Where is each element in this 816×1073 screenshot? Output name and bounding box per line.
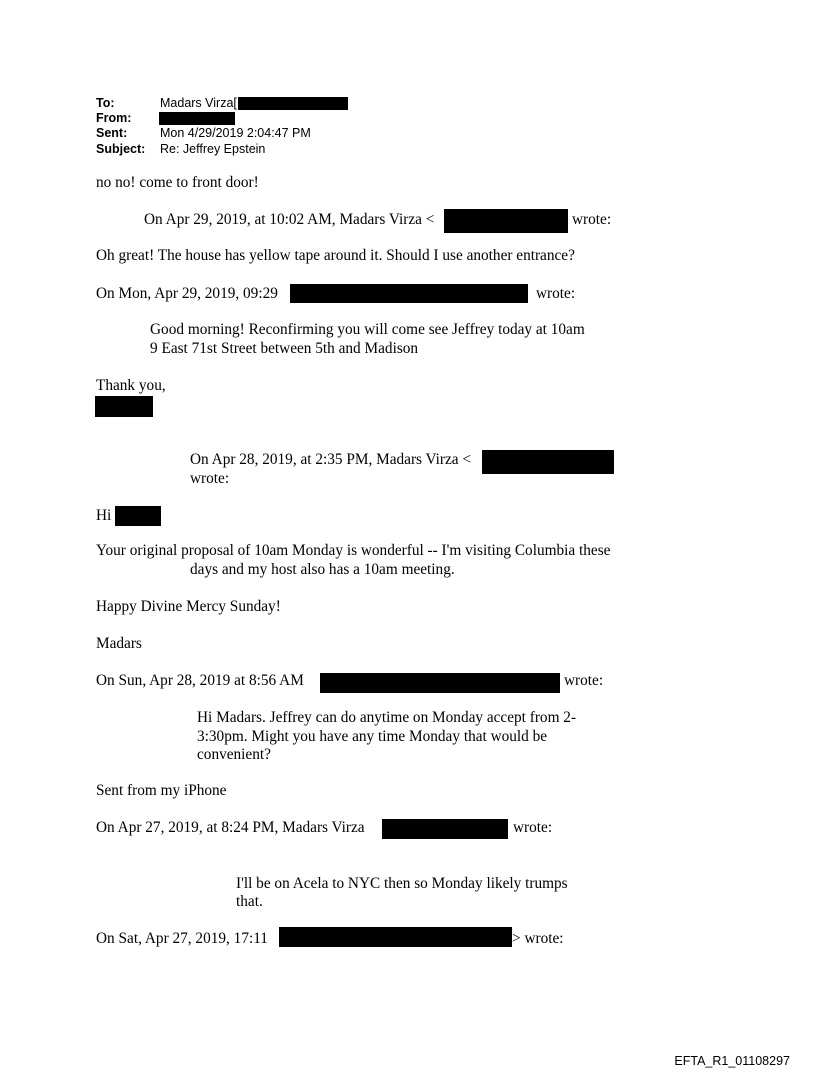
redaction-greeting-name [115, 506, 161, 526]
msg-4-line-1: Your original proposal of 10am Monday is wonderful -- I'm visiting Columbia these [96, 542, 611, 559]
msg-5-line-3: convenient? [197, 746, 271, 763]
subject-value: Re: Jeffrey Epstein [160, 142, 266, 156]
quote-5-wrote: wrote: [513, 819, 553, 836]
reply-1: no no! come to front door! [96, 174, 259, 191]
quote-4-intro: On Sun, Apr 28, 2019 at 8:56 AM [96, 672, 304, 689]
quote-3-intro: On Apr 28, 2019, at 2:35 PM, Madars Virza < [190, 451, 472, 468]
msg-3-line-1: Good morning! Reconfirming you will come see Jeffrey today at 10am [150, 321, 585, 338]
thanks-line: Thank you, [96, 377, 166, 394]
quote-1-intro: On Apr 29, 2019, at 10:02 AM, Madars Virza < [144, 211, 435, 228]
redaction-thanks-signature [95, 396, 153, 417]
quote-6-wrote: > wrote: [512, 930, 564, 947]
subject-label: Subject: [96, 142, 146, 156]
greeting: Hi [96, 507, 112, 524]
msg-4-signature: Madars [96, 635, 142, 652]
msg-5-line-1: Hi Madars. Jeffrey can do anytime on Monday accept from 2- [197, 709, 577, 726]
quote-2-intro: On Mon, Apr 29, 2019, 09:29 [96, 285, 278, 302]
redaction-to-email [238, 97, 348, 110]
redaction-quote-6-sender [279, 927, 512, 947]
redaction-quote-4-sender [320, 673, 560, 693]
msg-4-line-3: Happy Divine Mercy Sunday! [96, 598, 281, 615]
reply-2: Oh great! The house has yellow tape around it. Should I use another entrance? [96, 247, 575, 264]
msg-4-line-2: days and my host also has a 10am meeting. [190, 561, 455, 578]
to-value: Madars Virza[ [160, 96, 237, 110]
sent-from-line: Sent from my iPhone [96, 782, 227, 799]
from-label: From: [96, 111, 132, 125]
redaction-from [159, 112, 235, 125]
quote-2-wrote: wrote: [536, 285, 576, 302]
redaction-quote-2-sender [290, 284, 528, 303]
bates-number: EFTA_R1_01108297 [674, 1054, 790, 1068]
redaction-quote-5-email [382, 819, 508, 839]
msg-5-line-2: 3:30pm. Might you have any time Monday that would be [197, 728, 548, 745]
msg-6-line-1: I'll be on Acela to NYC then so Monday likely trumps [236, 875, 568, 892]
msg-3-line-2: 9 East 71st Street between 5th and Madison [150, 340, 419, 357]
redaction-quote-3-email [482, 450, 614, 474]
quote-5-intro: On Apr 27, 2019, at 8:24 PM, Madars Virza [96, 819, 365, 836]
quote-6-intro: On Sat, Apr 27, 2019, 17:11 [96, 930, 268, 947]
quote-1-wrote: wrote: [572, 211, 612, 228]
quote-4-wrote: wrote: [564, 672, 604, 689]
sent-label: Sent: [96, 126, 128, 140]
to-label: To: [96, 96, 115, 110]
sent-value: Mon 4/29/2019 2:04:47 PM [160, 126, 311, 140]
redaction-quote-1-email [444, 209, 568, 233]
quote-3-wrote: wrote: [190, 470, 230, 487]
msg-6-line-2: that. [236, 893, 263, 910]
